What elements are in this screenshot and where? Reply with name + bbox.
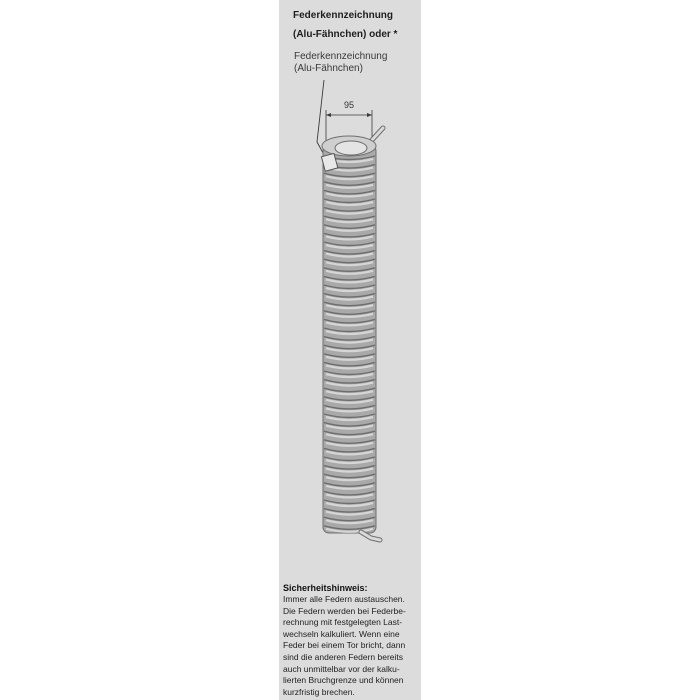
safety-notice-line-2: Die Federn werden bei Federbe- [283, 605, 406, 616]
safety-notice-line-8: lierten Bruchgrenze und können [283, 675, 404, 686]
safety-notice-title: Sicherheitshinweis: [283, 583, 368, 593]
safety-notice-line-4: wechseln kalkuliert. Wenn eine [283, 628, 400, 639]
heading-line-2: (Alu-Fähnchen) oder * [293, 29, 398, 40]
safety-notice-line-5: Feder bei einem Tor bricht, dann [283, 640, 406, 651]
callout-line-1: Federkennzeichnung [294, 51, 388, 62]
diameter-dimension-label: 95 [343, 100, 354, 110]
safety-notice [283, 582, 419, 698]
spring-illustration [279, 0, 421, 560]
callout-line-2: (Alu-Fähnchen) [294, 63, 363, 74]
safety-notice-line-3: rechnung mit festgelegten Last- [283, 617, 403, 628]
safety-notice-line-6: sind die anderen Federn bereits [283, 651, 404, 662]
safety-notice-line-1: Immer alle Federn austauschen. [283, 594, 405, 604]
safety-notice-line-7: auch unmittelbar vor der kalku- [283, 663, 400, 674]
heading-line-1: Federkennzeichnung [293, 10, 394, 21]
safety-notice-line-9: kurzfristig brechen. [283, 686, 355, 697]
